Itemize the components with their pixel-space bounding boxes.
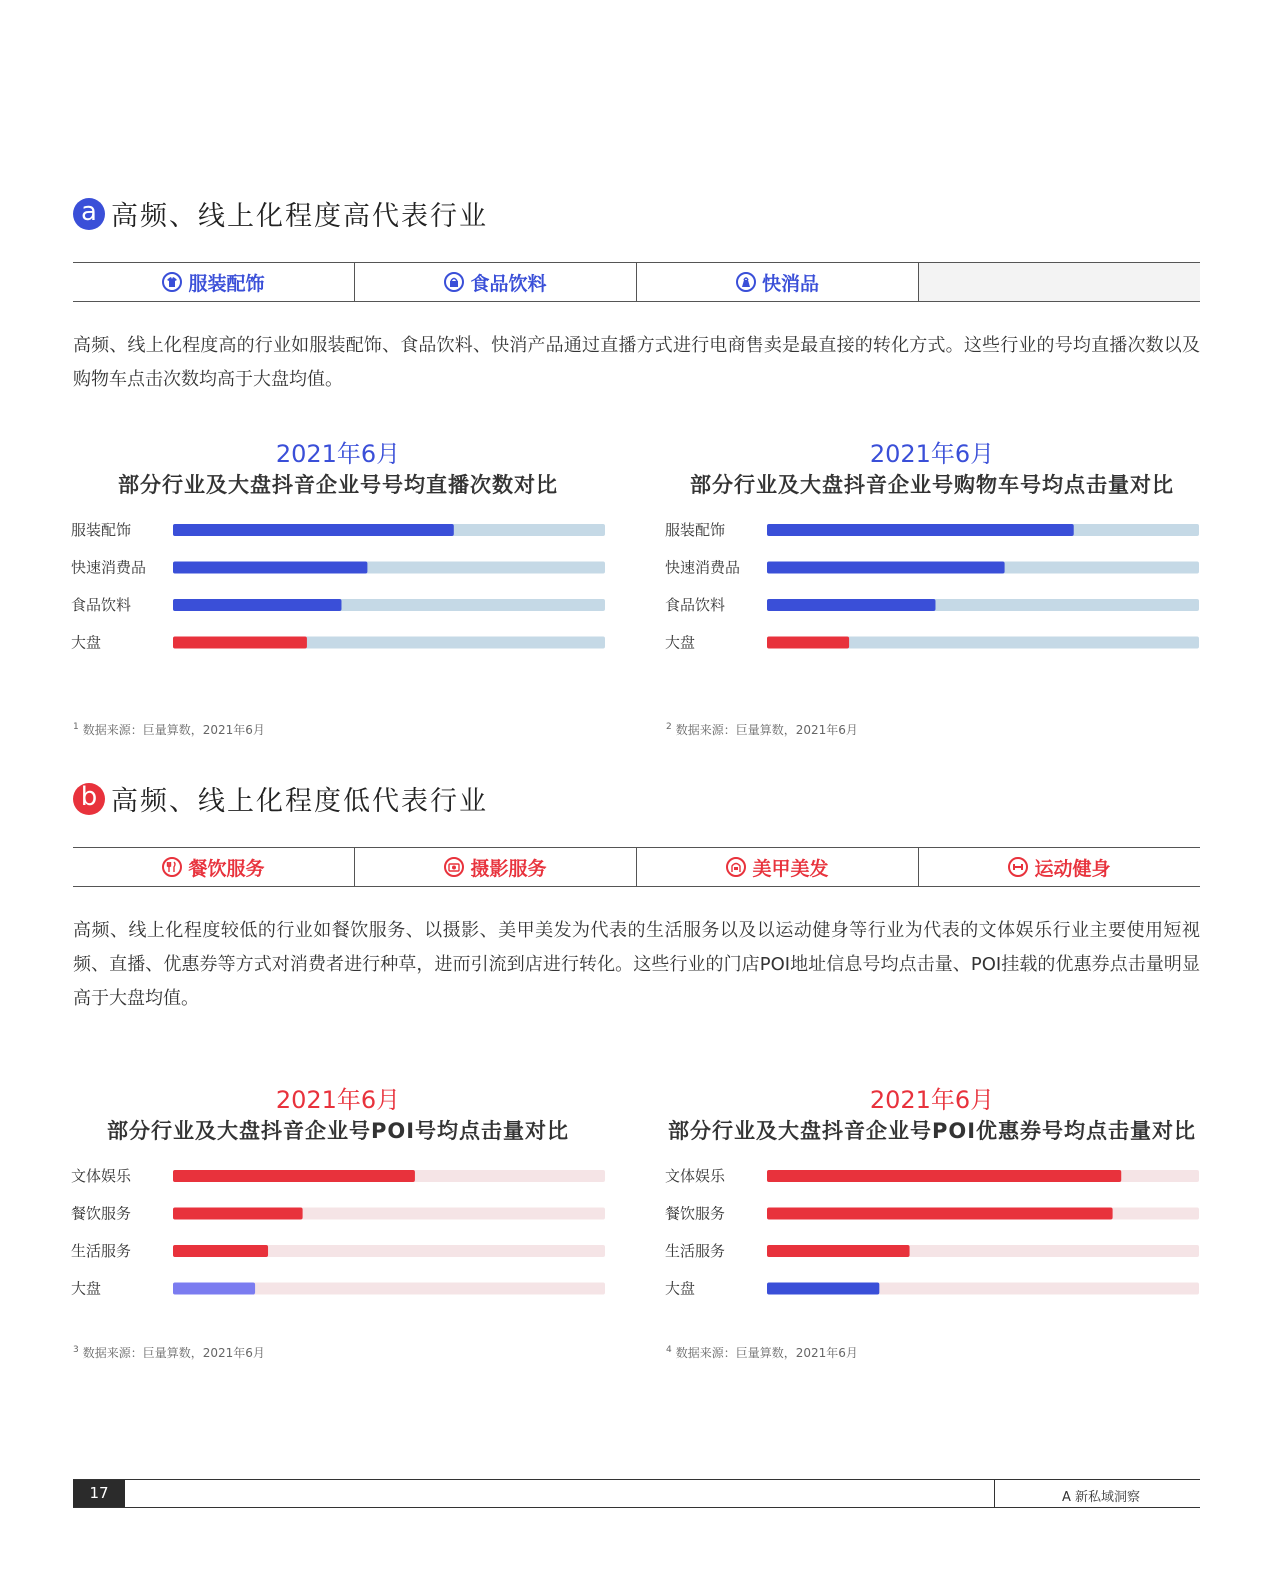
category-label: 大盘 — [665, 1279, 696, 1298]
bar-大盘 — [767, 1283, 879, 1295]
footnote-text: 数据来源：巨量算数，2021年6月 — [82, 1346, 265, 1360]
bar-chart-svg — [662, 1146, 1202, 1326]
section-a-paragraph: 高频、线上化程度高的行业如服装配饰、食品饮料、快消产品通过直播方式进行电商售卖是最直接的转化方式。这些行业的号均直播次数以及购物车点击次数均高于大盘均值。 — [73, 335, 1200, 390]
tab-empty — [919, 263, 1200, 301]
tab-photography[interactable] — [355, 848, 637, 886]
category-label: 服装配饰 — [665, 521, 726, 539]
footnote-number: 2 — [666, 722, 672, 732]
category-label: 文体娱乐 — [71, 1167, 132, 1185]
chart-title: 部分行业及大盘抖音企业号购物车号均点击量对比 — [690, 473, 1174, 497]
category-label: 文体娱乐 — [665, 1167, 726, 1185]
bag-icon — [736, 272, 756, 292]
category-label: 快速消费品 — [71, 558, 147, 577]
bar-大盘 — [173, 1283, 255, 1295]
bar-chart-svg — [68, 500, 608, 680]
tab-label: 餐饮服务 — [188, 857, 265, 880]
tab-dining[interactable] — [73, 848, 355, 886]
bar-快速消费品 — [767, 562, 1005, 574]
chart-poi-coupon-clicks — [662, 1084, 1202, 1326]
footer-section-label: A 新私域洞察 — [1062, 1490, 1141, 1505]
category-label: 餐饮服务 — [71, 1204, 132, 1223]
salon-icon — [726, 857, 746, 877]
tab-salon[interactable] — [637, 848, 919, 886]
tab-label: 快消品 — [761, 272, 819, 295]
bar-快速消费品 — [173, 562, 367, 574]
bar-大盘 — [173, 637, 307, 649]
dumbbell-icon — [1008, 857, 1028, 877]
chart-live-count — [68, 438, 608, 680]
dining-icon — [162, 857, 182, 877]
tab-label: 服装配饰 — [188, 272, 265, 295]
camera-icon — [444, 857, 464, 877]
category-label: 食品饮料 — [71, 596, 132, 614]
footnote-text: 数据来源：巨量算数，2021年6月 — [675, 723, 858, 737]
page-number: 17 — [73, 1480, 125, 1507]
bar-生活服务 — [173, 1245, 268, 1257]
chart-title: 部分行业及大盘抖音企业号POI号均点击量对比 — [106, 1119, 570, 1143]
chart-poi-clicks — [68, 1084, 608, 1326]
footnote-number: 3 — [73, 1345, 79, 1355]
footnote-number: 1 — [73, 722, 79, 732]
bar-生活服务 — [767, 1245, 910, 1257]
bar-食品饮料 — [173, 599, 341, 611]
chart-title: 部分行业及大盘抖音企业号号均直播次数对比 — [118, 473, 558, 497]
section-a-header — [73, 194, 488, 233]
food-icon — [444, 272, 464, 292]
bar-餐饮服务 — [767, 1208, 1113, 1220]
section-a-title: 高频、线上化程度高代表行业 — [111, 201, 488, 232]
tab-fmcg[interactable] — [637, 263, 919, 301]
category-label: 服装配饰 — [71, 521, 132, 539]
chart-date: 2021年6月 — [869, 1086, 995, 1114]
bar-服装配饰 — [173, 524, 454, 536]
section-a-industry-tabs — [73, 262, 1200, 302]
bar-chart-svg — [662, 500, 1202, 680]
bar-文体娱乐 — [767, 1170, 1121, 1182]
tab-fitness[interactable] — [919, 848, 1200, 886]
section-b-paragraph: 高频、线上化程度较低的行业如餐饮服务、以摄影、美甲美发为代表的生活服务以及以运动健身等行业为代表的文体娱乐行业主要使用短视频、直播、优惠券等方式对消费者进行种草，进而引流到店进行转化。这些行业的门店POI地址信息号均点击量、POI挂载的优惠券点击量明显高于大盘均值。 — [73, 920, 1200, 1009]
category-label: 大盘 — [71, 633, 102, 652]
chart-footnote — [73, 1344, 265, 1361]
bar-食品饮料 — [767, 599, 935, 611]
chart-footnote — [73, 721, 265, 738]
tab-label: 运动健身 — [1034, 857, 1111, 880]
footer-bottom-rule — [73, 1507, 1200, 1508]
section-b-badge: b — [73, 783, 105, 815]
section-a-badge: a — [73, 198, 105, 230]
category-label: 大盘 — [665, 633, 696, 652]
chart-cart-clicks — [662, 438, 1202, 680]
category-label: 食品饮料 — [665, 596, 726, 614]
footer-top-rule — [73, 1479, 1200, 1480]
clothing-icon — [162, 272, 182, 292]
tab-label: 美甲美发 — [752, 857, 829, 880]
category-label: 生活服务 — [71, 1242, 132, 1260]
tab-food[interactable] — [355, 263, 637, 301]
chart-date: 2021年6月 — [275, 1086, 401, 1114]
category-label: 餐饮服务 — [665, 1204, 726, 1223]
category-label: 快速消费品 — [665, 558, 741, 577]
category-label: 大盘 — [71, 1279, 102, 1298]
chart-footnote — [666, 1344, 858, 1361]
footnote-text: 数据来源：巨量算数，2021年6月 — [675, 1346, 858, 1360]
chart-title: 部分行业及大盘抖音企业号POI优惠券号均点击量对比 — [667, 1119, 1197, 1143]
chart-date: 2021年6月 — [869, 440, 995, 468]
bar-chart-svg — [68, 1146, 608, 1326]
bar-服装配饰 — [767, 524, 1074, 536]
tab-clothing[interactable] — [73, 263, 355, 301]
bar-大盘 — [767, 637, 849, 649]
section-b-title: 高频、线上化程度低代表行业 — [111, 786, 488, 817]
chart-footnote — [666, 721, 858, 738]
tab-label: 食品饮料 — [470, 272, 547, 295]
section-b-industry-tabs — [73, 847, 1200, 887]
chart-date: 2021年6月 — [275, 440, 401, 468]
footer-divider — [994, 1480, 995, 1507]
section-b-header — [73, 779, 488, 818]
bar-文体娱乐 — [173, 1170, 415, 1182]
category-label: 生活服务 — [665, 1242, 726, 1260]
footnote-number: 4 — [666, 1345, 672, 1355]
tab-label: 摄影服务 — [470, 857, 547, 880]
footnote-text: 数据来源：巨量算数，2021年6月 — [82, 723, 265, 737]
bar-餐饮服务 — [173, 1208, 303, 1220]
